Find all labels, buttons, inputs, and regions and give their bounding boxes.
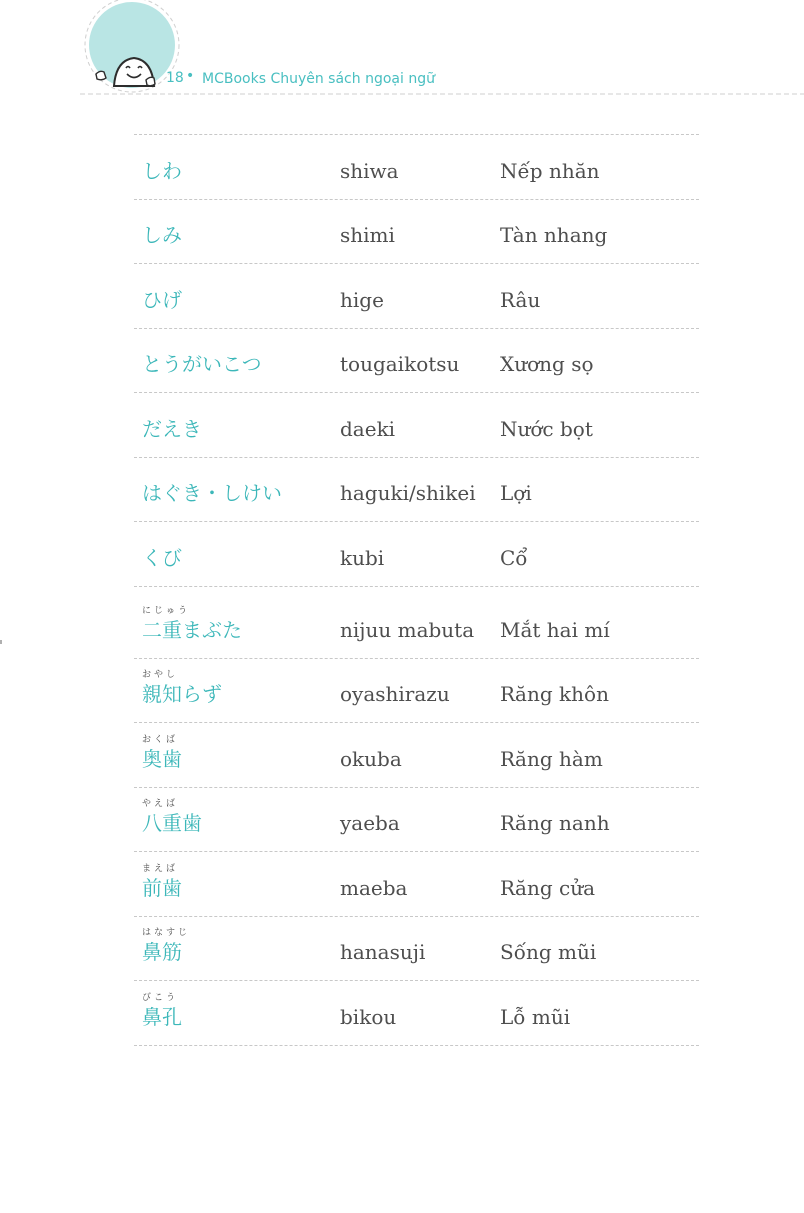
romaji-reading: kubi (340, 545, 385, 570)
japanese-term: 奥歯 (142, 746, 182, 771)
japanese-term: しわ (142, 158, 182, 183)
furigana-reading: はなすじ (142, 928, 191, 938)
vietnamese-meaning: Lỗ mũi (500, 1004, 571, 1029)
furigana-reading: おくば (142, 734, 179, 745)
vocabulary-row (134, 852, 699, 917)
romaji-reading: shiwa (340, 158, 399, 183)
vietnamese-meaning: Răng cửa (500, 875, 596, 900)
romaji-reading: nijuu mabuta (340, 617, 475, 642)
header-decoration (0, 0, 804, 110)
page-number: 18 (166, 70, 184, 86)
vietnamese-meaning: Nước bọt (500, 416, 593, 441)
romaji-reading: tougaikotsu (340, 352, 460, 376)
vietnamese-meaning: Xương sọ (500, 352, 594, 376)
vocabulary-row (134, 917, 699, 982)
vocabulary-row (134, 458, 699, 523)
romaji-reading: hanasuji (340, 940, 426, 964)
japanese-term: はぐき・しけい (142, 481, 282, 505)
romaji-reading: daeki (340, 416, 396, 441)
vocabulary-row (134, 135, 699, 200)
romaji-reading: maeba (340, 875, 408, 900)
vocabulary-row (134, 723, 699, 788)
japanese-term: 前歯 (142, 875, 182, 900)
vietnamese-meaning: Răng nanh (500, 811, 610, 835)
japanese-term: とうがいこつ (142, 352, 262, 376)
vocabulary-row (134, 264, 699, 329)
vocabulary-row (134, 200, 699, 265)
page-edge-mark (0, 640, 2, 644)
japanese-term: しみ (142, 223, 182, 247)
vocabulary-row (134, 329, 699, 394)
vocabulary-row (134, 981, 699, 1046)
vietnamese-meaning: Lợi (500, 481, 532, 505)
romaji-reading: okuba (340, 746, 402, 771)
furigana-reading: おやし (142, 670, 179, 680)
japanese-term: 八重歯 (142, 811, 202, 835)
vietnamese-meaning: Răng hàm (500, 746, 603, 771)
vietnamese-meaning: Sống mũi (500, 940, 597, 964)
japanese-term: だえき (142, 416, 202, 441)
romaji-reading: hige (340, 287, 384, 312)
romaji-reading: oyashirazu (340, 682, 450, 706)
romaji-reading: haguki/shikei (340, 481, 476, 505)
furigana-reading: びこう (142, 992, 179, 1003)
japanese-term: 鼻孔 (142, 1004, 182, 1029)
vietnamese-meaning: Nếp nhăn (500, 158, 600, 183)
romaji-reading: bikou (340, 1004, 397, 1029)
japanese-term: ひげ (142, 287, 182, 312)
vietnamese-meaning: Mắt hai mí (500, 617, 610, 642)
vocabulary-row (134, 659, 699, 724)
japanese-term: くび (142, 545, 182, 570)
japanese-term: 鼻筋 (142, 940, 182, 964)
vocabulary-table (134, 134, 699, 1046)
vietnamese-meaning: Cổ (500, 545, 528, 570)
book-title: MCBooks Chuyên sách ngoại ngữ (202, 71, 435, 87)
japanese-term: 親知らず (142, 682, 222, 706)
page-header (0, 0, 804, 110)
vocabulary-row (134, 788, 699, 853)
japanese-term: 二重まぶた (142, 617, 242, 642)
vocabulary-row (134, 522, 699, 587)
vocabulary-row (134, 393, 699, 458)
furigana-reading: にじゅう (142, 605, 191, 616)
romaji-reading: yaeba (340, 811, 400, 835)
header-separator: • (186, 68, 195, 84)
vocabulary-row (134, 587, 699, 659)
vietnamese-meaning: Răng khôn (500, 682, 609, 706)
furigana-reading: まえば (142, 863, 179, 874)
furigana-reading: やえば (142, 799, 179, 809)
romaji-reading: shimi (340, 223, 395, 247)
vietnamese-meaning: Râu (500, 287, 541, 312)
vietnamese-meaning: Tàn nhang (500, 223, 608, 247)
